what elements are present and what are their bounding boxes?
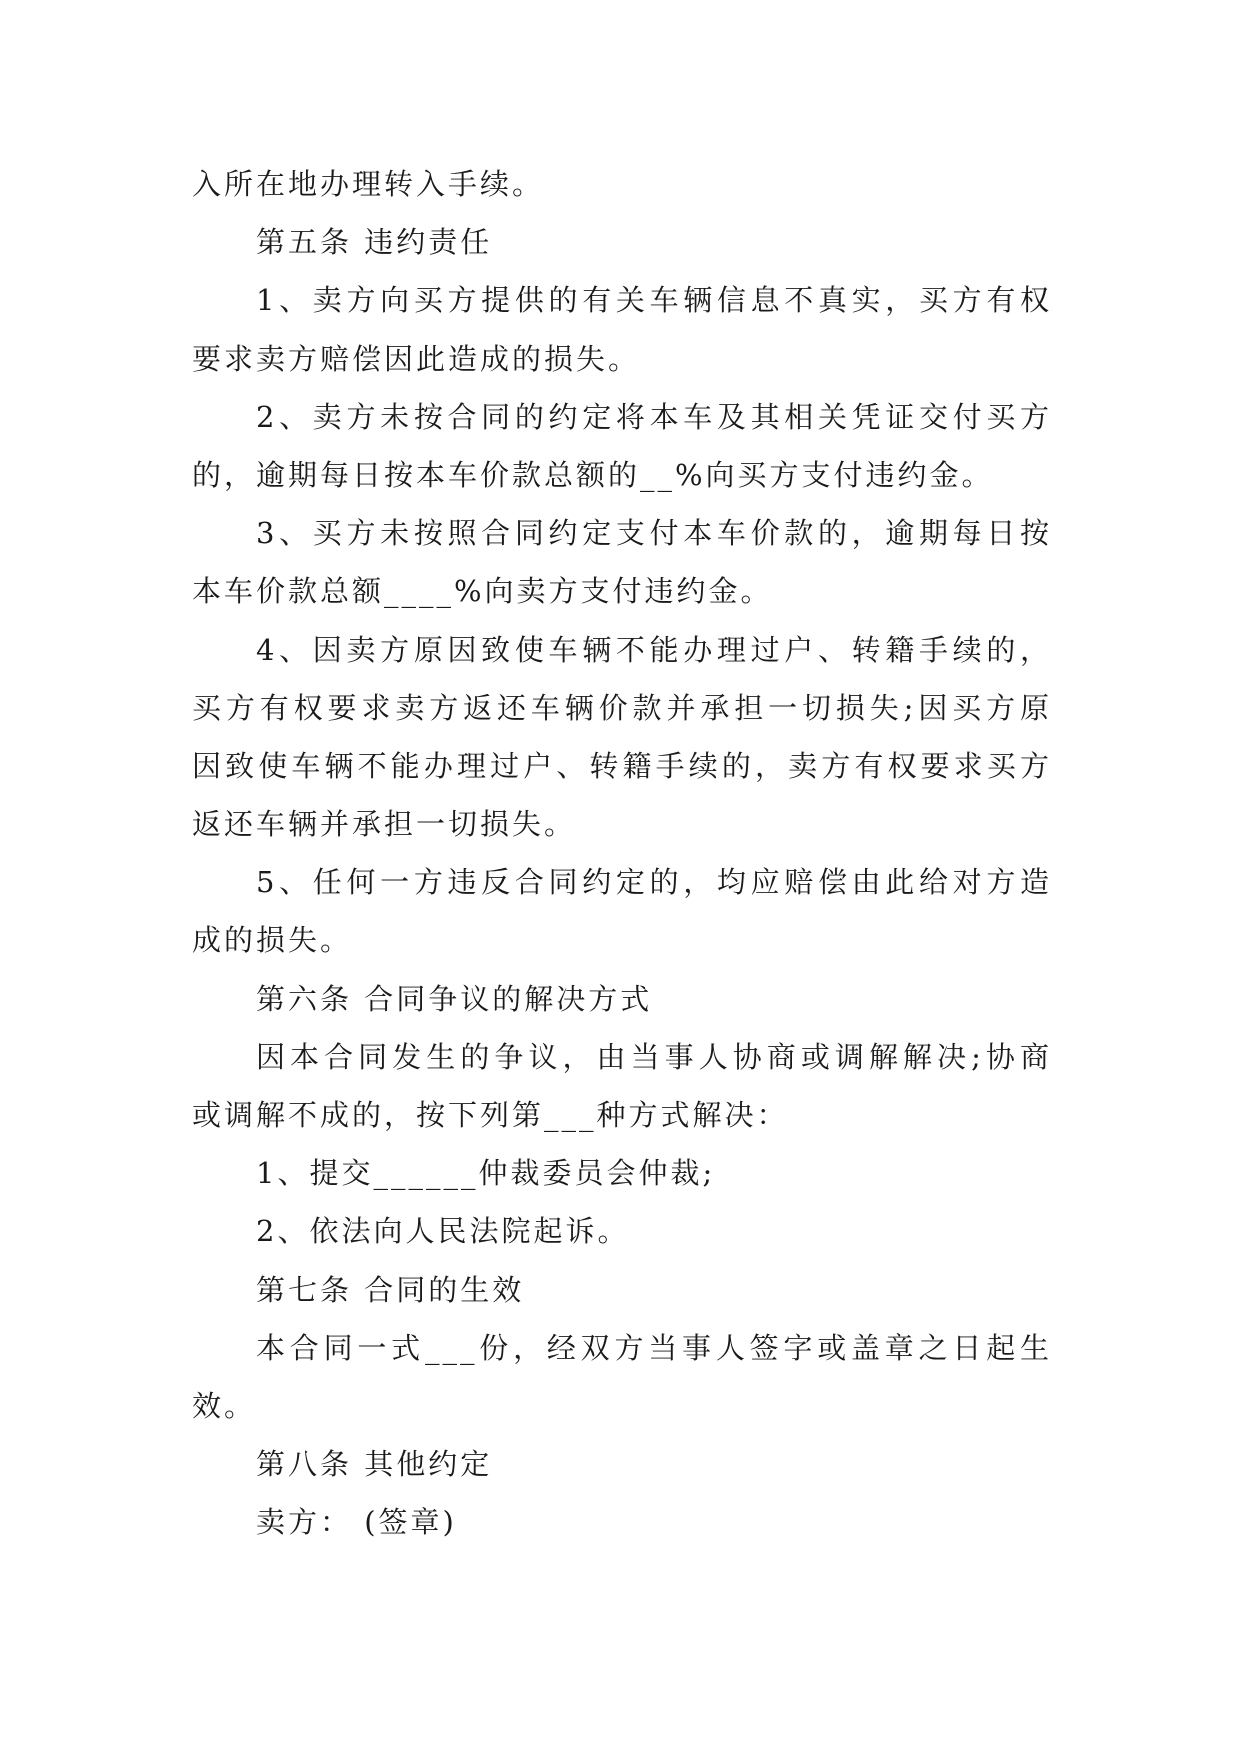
text-line: 本车价款总额____%向卖方支付违约金。	[192, 574, 773, 609]
section-heading: 第五条 违约责任	[256, 225, 493, 260]
document-body	[192, 155, 1052, 1552]
text-line: 2、卖方未按合同的约定将本车及其相关凭证交付买方	[256, 399, 1052, 434]
text-line: 本合同一式___份，经双方当事人签字或盖章之日起生	[256, 1330, 1052, 1365]
text-line: 返还车辆并承担一切损失。	[192, 807, 577, 842]
text-line: 5、任何一方违反合同约定的，均应赔偿由此给对方造	[256, 865, 1052, 900]
section-heading: 第六条 合同争议的解决方式	[256, 981, 653, 1016]
text-line: 1、卖方向买方提供的有关车辆信息不真实，买方有权	[256, 283, 1052, 318]
text-line: 要求卖方赔偿因此造成的损失。	[192, 341, 641, 376]
text-line: 的，逾期每日按本车价款总额的__%向买方支付违约金。	[192, 457, 994, 492]
text-line: 4、因卖方原因致使车辆不能办理过户、转籍手续的，	[256, 632, 1052, 667]
text-line: 3、买方未按照合同约定支付本车价款的，逾期每日按	[256, 516, 1052, 551]
text-line: 1、提交______仲裁委员会仲裁;	[256, 1156, 716, 1191]
text-line: 因本合同发生的争议，由当事人协商或调解解决;协商	[256, 1039, 1052, 1074]
seller-signature-line: 卖方： (签章)	[256, 1505, 457, 1540]
text-line: 2、依法向人民法院起诉。	[256, 1214, 630, 1249]
text-line: 因致使车辆不能办理过户、转籍手续的，卖方有权要求买方	[192, 748, 1052, 783]
text-line: 买方有权要求卖方返还车辆价款并承担一切损失;因买方原	[192, 690, 1052, 725]
section-heading: 第八条 其他约定	[256, 1447, 493, 1482]
text-line: 入所在地办理转入手续。	[192, 167, 545, 201]
text-line: 或调解不成的，按下列第___种方式解决：	[192, 1098, 789, 1132]
section-heading: 第七条 合同的生效	[256, 1272, 525, 1307]
text-line: 效。	[192, 1388, 257, 1423]
text-line: 成的损失。	[192, 923, 353, 958]
